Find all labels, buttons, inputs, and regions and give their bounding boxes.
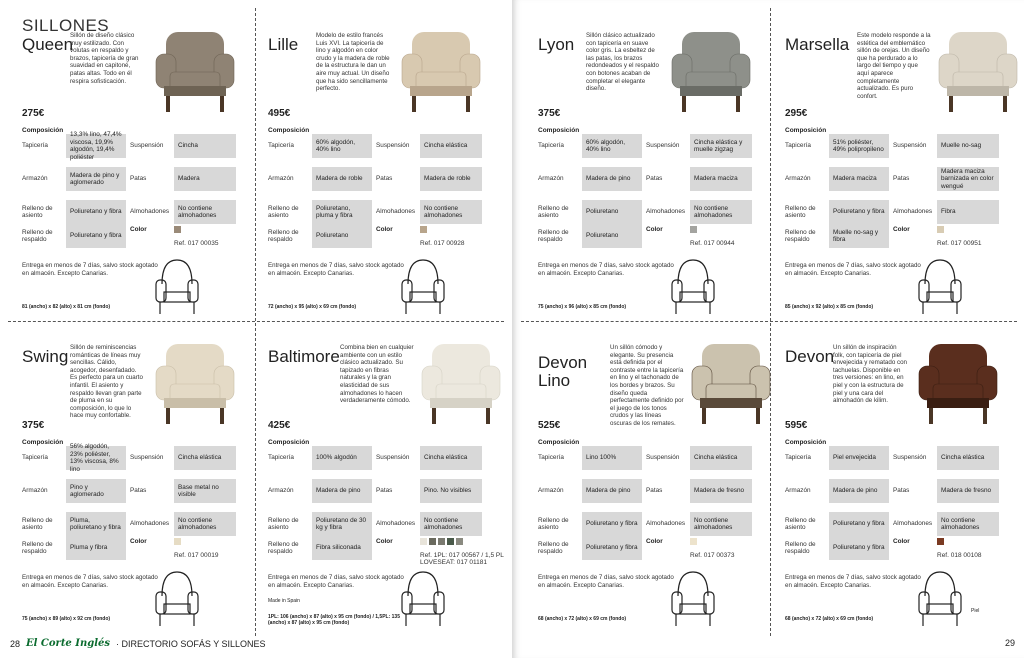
spec-label: Tapicería bbox=[538, 454, 564, 462]
color-label: Color bbox=[646, 226, 663, 233]
spec-label: Relleno de respaldo bbox=[268, 540, 299, 555]
spec-value-suspension: Cincha elástica y muelle zigzag bbox=[690, 134, 752, 158]
spec-value-suspension: Cincha elástica bbox=[420, 134, 482, 158]
spec-label: Relleno de respaldo bbox=[22, 228, 53, 243]
spec-label: Armazón bbox=[268, 175, 294, 183]
spec-value-armazon: Madera de roble bbox=[312, 167, 372, 191]
color-swatch[interactable] bbox=[174, 226, 181, 233]
line-drawing-icon bbox=[398, 254, 448, 316]
spec-value-relleno_asiento: Poliuretano de 30 kg y fibra bbox=[312, 512, 372, 536]
delivery-note: Entrega en menos de 7 días, salvo stock agotado en almacén. Excepto Canarias. bbox=[538, 574, 674, 589]
extra-note: Made in Spain bbox=[268, 598, 300, 604]
spec-label: Patas bbox=[376, 487, 393, 495]
spec-value-tapiceria: Lino 100% bbox=[582, 446, 642, 470]
color-swatch[interactable] bbox=[420, 538, 427, 545]
spec-label: Relleno de respaldo bbox=[268, 228, 299, 243]
dimensions: 81 (ancho) x 82 (alto) x 81 cm (fondo) bbox=[22, 304, 111, 310]
page-number-right: 29 bbox=[1004, 638, 1015, 648]
spec-label: Armazón bbox=[22, 487, 48, 495]
spec-value-almohadones: No contiene almohadones bbox=[174, 512, 236, 536]
product-card-swing bbox=[22, 322, 262, 622]
spec-value-relleno_respaldo: Poliuretano y fibra bbox=[66, 224, 126, 248]
product-photo bbox=[688, 336, 774, 428]
spec-value-almohadones: No contiene almohadones bbox=[420, 200, 482, 224]
spec-value-patas: Madera de fresno bbox=[690, 479, 752, 503]
spec-label: Suspensión bbox=[646, 454, 680, 462]
spec-value-suspension: Cincha elástica bbox=[690, 446, 752, 470]
brand-logo: El Corte Inglés bbox=[26, 638, 111, 649]
spec-label: Armazón bbox=[538, 175, 564, 183]
spec-value-almohadones: No contiene almohadones bbox=[937, 512, 999, 536]
product-description: Un sillón de inspiración folk, con tapicería de piel envejecida y rematado con tachuelas. Disponible en tres versiones: en lino, en piel y con la estructura de piel y una cara del almohadón de kilim. bbox=[833, 344, 907, 405]
color-swatch[interactable] bbox=[937, 538, 944, 545]
line-drawing-icon bbox=[668, 254, 718, 316]
product-name: Queen bbox=[22, 35, 74, 54]
spec-value-suspension: Muelle no-sag bbox=[937, 134, 999, 158]
line-drawing-icon bbox=[915, 254, 965, 316]
spec-value-patas: Madera maciza bbox=[690, 167, 752, 191]
spec-value-suspension: Cincha bbox=[174, 134, 236, 158]
spec-label: Suspensión bbox=[893, 142, 927, 150]
color-swatch[interactable] bbox=[690, 538, 697, 545]
product-name: Swing bbox=[22, 347, 69, 366]
spec-value-tapiceria: 60% algodón, 40% lino bbox=[582, 134, 642, 158]
spec-value-relleno_respaldo: Muelle no-sag y fibra bbox=[829, 224, 889, 248]
spec-value-suspension: Cincha elástica bbox=[420, 446, 482, 470]
spec-label: Tapicería bbox=[268, 142, 294, 150]
composition-heading: Composición bbox=[22, 127, 64, 134]
spec-value-almohadones: No contiene almohadones bbox=[690, 200, 752, 224]
color-swatch[interactable] bbox=[456, 538, 463, 545]
product-name: Baltimore bbox=[268, 347, 340, 366]
spec-label: Patas bbox=[130, 487, 147, 495]
page-number-left: 28 bbox=[10, 638, 21, 649]
product-description: Modelo de estilo francés Luis XVI. La tapicería de lino y algodón en color crudo y la madera de roble de la estructura le dan un aire muy actual. Un diseño que ha sido sencillamente perfecto. bbox=[316, 32, 390, 93]
color-label: Color bbox=[130, 226, 147, 233]
color-label: Color bbox=[130, 538, 147, 545]
spec-label: Relleno de asiento bbox=[785, 516, 816, 531]
product-reference: Ref. 018 00108 bbox=[937, 552, 982, 559]
spec-label: Armazón bbox=[268, 487, 294, 495]
spec-label: Almohadones bbox=[646, 520, 686, 528]
spec-label: Almohadones bbox=[376, 208, 416, 216]
spec-label: Patas bbox=[646, 175, 663, 183]
color-label: Color bbox=[893, 538, 910, 545]
spec-value-relleno_asiento: Pluma, poliuretano y fibra bbox=[66, 512, 126, 536]
spec-value-relleno_asiento: Poliuretano y fibra bbox=[582, 512, 642, 536]
composition-heading: Composición bbox=[22, 439, 64, 446]
color-label: Color bbox=[376, 538, 393, 545]
spec-label: Tapicería bbox=[785, 454, 811, 462]
spec-label: Relleno de asiento bbox=[538, 516, 569, 531]
dimensions: 72 (ancho) x 95 (alto) x 69 cm (fondo) bbox=[268, 304, 357, 310]
product-name: Devon bbox=[785, 347, 835, 366]
section-title: SILLONES bbox=[22, 16, 110, 35]
product-reference: Ref. 017 00928 bbox=[420, 240, 465, 247]
product-reference: Ref. 017 00019 bbox=[174, 552, 219, 559]
product-price: 425€ bbox=[268, 420, 291, 431]
composition-heading: Composición bbox=[785, 127, 827, 134]
spec-label: Relleno de respaldo bbox=[785, 540, 816, 555]
spec-label: Almohadones bbox=[130, 520, 170, 528]
spec-label: Relleno de asiento bbox=[22, 516, 53, 531]
product-reference: Ref. 1PL: 017 00567 / 1,5 PL LOVESEAT: 017 01181 bbox=[420, 552, 504, 566]
product-name: Devon Lino bbox=[538, 353, 588, 390]
composition-heading: Composición bbox=[538, 127, 580, 134]
spec-label: Almohadones bbox=[646, 208, 686, 216]
color-swatch[interactable] bbox=[174, 538, 181, 545]
product-card-devon-lino bbox=[538, 322, 778, 622]
product-card-lille bbox=[268, 10, 508, 310]
delivery-note: Entrega en menos de 7 días, salvo stock agotado en almacén. Excepto Canarias. bbox=[538, 262, 674, 277]
spec-value-suspension: Cincha elástica bbox=[937, 446, 999, 470]
spec-label: Patas bbox=[646, 487, 663, 495]
spec-label: Tapicería bbox=[22, 454, 48, 462]
product-card-marsella bbox=[785, 10, 1024, 310]
spec-value-relleno_respaldo: Poliuretano y fibra bbox=[582, 536, 642, 560]
product-photo bbox=[935, 24, 1021, 116]
spec-label: Relleno de asiento bbox=[268, 204, 299, 219]
spec-value-relleno_asiento: Poliuretano y fibra bbox=[829, 200, 889, 224]
line-drawing-icon bbox=[152, 254, 202, 316]
delivery-note: Entrega en menos de 7 días, salvo stock agotado en almacén. Excepto Canarias. bbox=[22, 574, 158, 589]
spec-label: Patas bbox=[893, 487, 910, 495]
product-price: 275€ bbox=[22, 108, 45, 119]
product-price: 295€ bbox=[785, 108, 808, 119]
product-description: Combina bien en cualquier ambiente con un estilo clásico actualizado. Su tapizado en fibras naturales y la gran elasticidad de sus almohadones lo hacen verdaderamente cómodo. bbox=[340, 344, 414, 405]
spec-value-patas: Pino. No visibles bbox=[420, 479, 482, 503]
spec-label: Suspensión bbox=[646, 142, 680, 150]
dimensions: 1PL: 106 (ancho) x 87 (alto) x 95 cm (fondo) / 1,5PL: 135 (ancho) x 87 (alto) x 95 cm (fondo) bbox=[268, 614, 400, 626]
product-price: 495€ bbox=[268, 108, 291, 119]
product-photo bbox=[915, 336, 1001, 428]
spec-value-relleno_respaldo: Poliuretano y fibra bbox=[829, 536, 889, 560]
color-swatch[interactable] bbox=[429, 538, 436, 545]
line-drawing-icon bbox=[915, 566, 965, 628]
spec-label: Relleno de asiento bbox=[22, 204, 53, 219]
dimensions: 68 (ancho) x 72 (alto) x 69 cm (fondo) bbox=[785, 616, 874, 622]
spec-value-patas: Madera maciza barnizada en color wengué bbox=[937, 167, 999, 191]
spec-value-almohadones: No contiene almohadones bbox=[690, 512, 752, 536]
dimensions: 75 (ancho) x 96 (alto) x 85 cm (fondo) bbox=[538, 304, 627, 310]
extra-note: Piel bbox=[971, 608, 980, 614]
color-label: Color bbox=[646, 538, 663, 545]
product-description: Sillón de diseño clásico muy estilizado. Con volutas en respaldo y brazos, tapicería de gran suavidad en capitoné, patas altas. Todo en él respira sofisticación. bbox=[70, 32, 139, 85]
product-photo bbox=[152, 24, 238, 116]
product-description: Sillón clásico actualizado con tapicería en suave color gris. La esbeltez de las patas, los brazos redondeados y el respaldo con botones acaban de completar el elegante diseño. bbox=[586, 32, 659, 93]
product-card-queen bbox=[22, 10, 262, 310]
delivery-note: Entrega en menos de 7 días, salvo stock agotado en almacén. Excepto Canarias. bbox=[268, 574, 404, 589]
product-photo bbox=[668, 24, 754, 116]
color-swatch[interactable] bbox=[420, 226, 427, 233]
product-reference: Ref. 017 00951 bbox=[937, 240, 982, 247]
spec-value-tapiceria: 51% poliéster, 49% polipropileno bbox=[829, 134, 889, 158]
spec-label: Almohadones bbox=[130, 208, 170, 216]
product-card-baltimore bbox=[268, 322, 508, 626]
spec-value-tapiceria: 56% algodón, 23% poliéster, 13% viscosa, 8% lino bbox=[66, 446, 126, 470]
product-card-devon bbox=[785, 322, 1024, 622]
color-label: Color bbox=[893, 226, 910, 233]
spec-value-suspension: Cincha elástica bbox=[174, 446, 236, 470]
spec-value-armazon: Madera de pino bbox=[312, 479, 372, 503]
product-description: Este modelo responde a la estética del emblemático sillón de orejas. Un diseño que ha perdurado a lo largo del tiempo y que aquí aparece completamente actualizado. Es puro confort. bbox=[857, 32, 931, 100]
product-price: 375€ bbox=[22, 420, 45, 431]
spec-value-patas: Madera de fresno bbox=[937, 479, 999, 503]
spec-value-almohadones: Fibra bbox=[937, 200, 999, 224]
spec-label: Relleno de respaldo bbox=[538, 540, 569, 555]
spec-value-relleno_asiento: Poliuretano y fibra bbox=[66, 200, 126, 224]
spec-value-patas: Base metal no visible bbox=[174, 479, 236, 503]
spec-value-armazon: Madera maciza bbox=[829, 167, 889, 191]
spec-value-patas: Madera de roble bbox=[420, 167, 482, 191]
spec-label: Patas bbox=[893, 175, 910, 183]
color-swatch[interactable] bbox=[438, 538, 445, 545]
composition-heading: Composición bbox=[785, 439, 827, 446]
spec-label: Relleno de respaldo bbox=[22, 540, 53, 555]
spec-value-tapiceria: 60% algodón, 40% lino bbox=[312, 134, 372, 158]
spec-label: Suspensión bbox=[376, 142, 410, 150]
spec-label: Patas bbox=[130, 175, 147, 183]
spec-label: Tapicería bbox=[22, 142, 48, 150]
product-photo bbox=[152, 336, 238, 428]
spec-value-relleno_respaldo: Poliuretano bbox=[312, 224, 372, 248]
spec-label: Suspensión bbox=[130, 142, 164, 150]
product-name: Marsella bbox=[785, 35, 850, 54]
spec-label: Patas bbox=[376, 175, 393, 183]
spec-label: Armazón bbox=[785, 487, 811, 495]
dimensions: 75 (ancho) x 89 (alto) x 92 cm (fondo) bbox=[22, 616, 111, 622]
spec-value-tapiceria: 100% algodón bbox=[312, 446, 372, 470]
delivery-note: Entrega en menos de 7 días, salvo stock agotado en almacén. Excepto Canarias. bbox=[785, 574, 921, 589]
spec-value-relleno_respaldo: Fibra siliconada bbox=[312, 536, 372, 560]
footer-title: · DIRECTORIO SOFÁS Y SILLONES bbox=[116, 638, 266, 649]
spec-value-armazon: Madera de pino bbox=[582, 479, 642, 503]
color-label: Color bbox=[376, 226, 393, 233]
spec-label: Relleno de respaldo bbox=[785, 228, 816, 243]
spec-value-armazon: Pino y aglomerado bbox=[66, 479, 126, 503]
spec-value-relleno_asiento: Poliuretano bbox=[582, 200, 642, 224]
color-swatch[interactable] bbox=[690, 226, 697, 233]
composition-heading: Composición bbox=[268, 127, 310, 134]
delivery-note: Entrega en menos de 7 días, salvo stock agotado en almacén. Excepto Canarias. bbox=[268, 262, 404, 277]
spec-label: Relleno de asiento bbox=[785, 204, 816, 219]
spec-label: Armazón bbox=[22, 175, 48, 183]
spec-label: Tapicería bbox=[785, 142, 811, 150]
spec-value-patas: Madera bbox=[174, 167, 236, 191]
spec-value-armazon: Madera de pino bbox=[829, 479, 889, 503]
spec-label: Suspensión bbox=[376, 454, 410, 462]
product-photo bbox=[418, 336, 504, 428]
spec-label: Almohadones bbox=[376, 520, 416, 528]
spec-label: Suspensión bbox=[130, 454, 164, 462]
spec-value-relleno_asiento: Poliuretano y fibra bbox=[829, 512, 889, 536]
spec-value-almohadones: No contiene almohadones bbox=[174, 200, 236, 224]
spec-value-tapiceria: Piel envejecida bbox=[829, 446, 889, 470]
product-name: Lille bbox=[268, 35, 299, 54]
spec-label: Armazón bbox=[538, 487, 564, 495]
color-swatch[interactable] bbox=[937, 226, 944, 233]
product-card-lyon bbox=[538, 10, 778, 310]
product-price: 375€ bbox=[538, 108, 561, 119]
spec-label: Almohadones bbox=[893, 208, 933, 216]
product-description: Sillón de reminiscencias románticas de líneas muy sencillas. Cálido, acogedor, desenfadado. Es perfecto para un cuarto infantil. El asiento y respaldo llevan gran parte de pluma en su composición, lo que lo hace muy confortable. bbox=[70, 344, 143, 420]
composition-heading: Composición bbox=[268, 439, 310, 446]
dimensions: 85 (ancho) x 92 (alto) x 85 cm (fondo) bbox=[785, 304, 874, 310]
spec-label: Tapicería bbox=[538, 142, 564, 150]
line-drawing-icon bbox=[152, 566, 202, 628]
spec-label: Armazón bbox=[785, 175, 811, 183]
spec-label: Tapicería bbox=[268, 454, 294, 462]
composition-heading: Composición bbox=[538, 439, 580, 446]
spec-value-armazon: Madera de pino y aglomerado bbox=[66, 167, 126, 191]
color-swatch[interactable] bbox=[447, 538, 454, 545]
line-drawing-icon bbox=[668, 566, 718, 628]
spec-value-armazon: Madera de pino bbox=[582, 167, 642, 191]
product-price: 595€ bbox=[785, 420, 808, 431]
dimensions: 68 (ancho) x 72 (alto) x 69 cm (fondo) bbox=[538, 616, 627, 622]
footer-left bbox=[10, 638, 266, 649]
delivery-note: Entrega en menos de 7 días, salvo stock agotado en almacén. Excepto Canarias. bbox=[22, 262, 158, 277]
product-reference: Ref. 017 00035 bbox=[174, 240, 219, 247]
spec-label: Relleno de respaldo bbox=[538, 228, 569, 243]
spec-value-relleno_asiento: Poliuretano, pluma y fibra bbox=[312, 200, 372, 224]
spec-value-almohadones: No contiene almohadones bbox=[420, 512, 482, 536]
product-price: 525€ bbox=[538, 420, 561, 431]
product-description: Un sillón cómodo y elegante. Su presencia está definida por el contraste entre la tapicería en lino y el tachonado de los bordes y brazos. Su diseño queda perfectamente definido por el juego de los tonos crudos y las líneas oscuras de los remates. bbox=[610, 344, 684, 427]
spec-label: Suspensión bbox=[893, 454, 927, 462]
product-reference: Ref. 017 00373 bbox=[690, 552, 735, 559]
delivery-note: Entrega en menos de 7 días, salvo stock agotado en almacén. Excepto Canarias. bbox=[785, 262, 921, 277]
product-reference: Ref. 017 00944 bbox=[690, 240, 735, 247]
product-photo bbox=[398, 24, 484, 116]
spec-value-tapiceria: 13,3% lino, 47,4% viscosa, 19,9% algodón, 19,4% poliéster bbox=[66, 134, 126, 158]
spec-label: Almohadones bbox=[893, 520, 933, 528]
product-name: Lyon bbox=[538, 35, 575, 54]
spec-label: Relleno de asiento bbox=[538, 204, 569, 219]
spec-label: Relleno de asiento bbox=[268, 516, 299, 531]
spec-value-relleno_respaldo: Pluma y fibra bbox=[66, 536, 126, 560]
spec-value-relleno_respaldo: Poliuretano bbox=[582, 224, 642, 248]
